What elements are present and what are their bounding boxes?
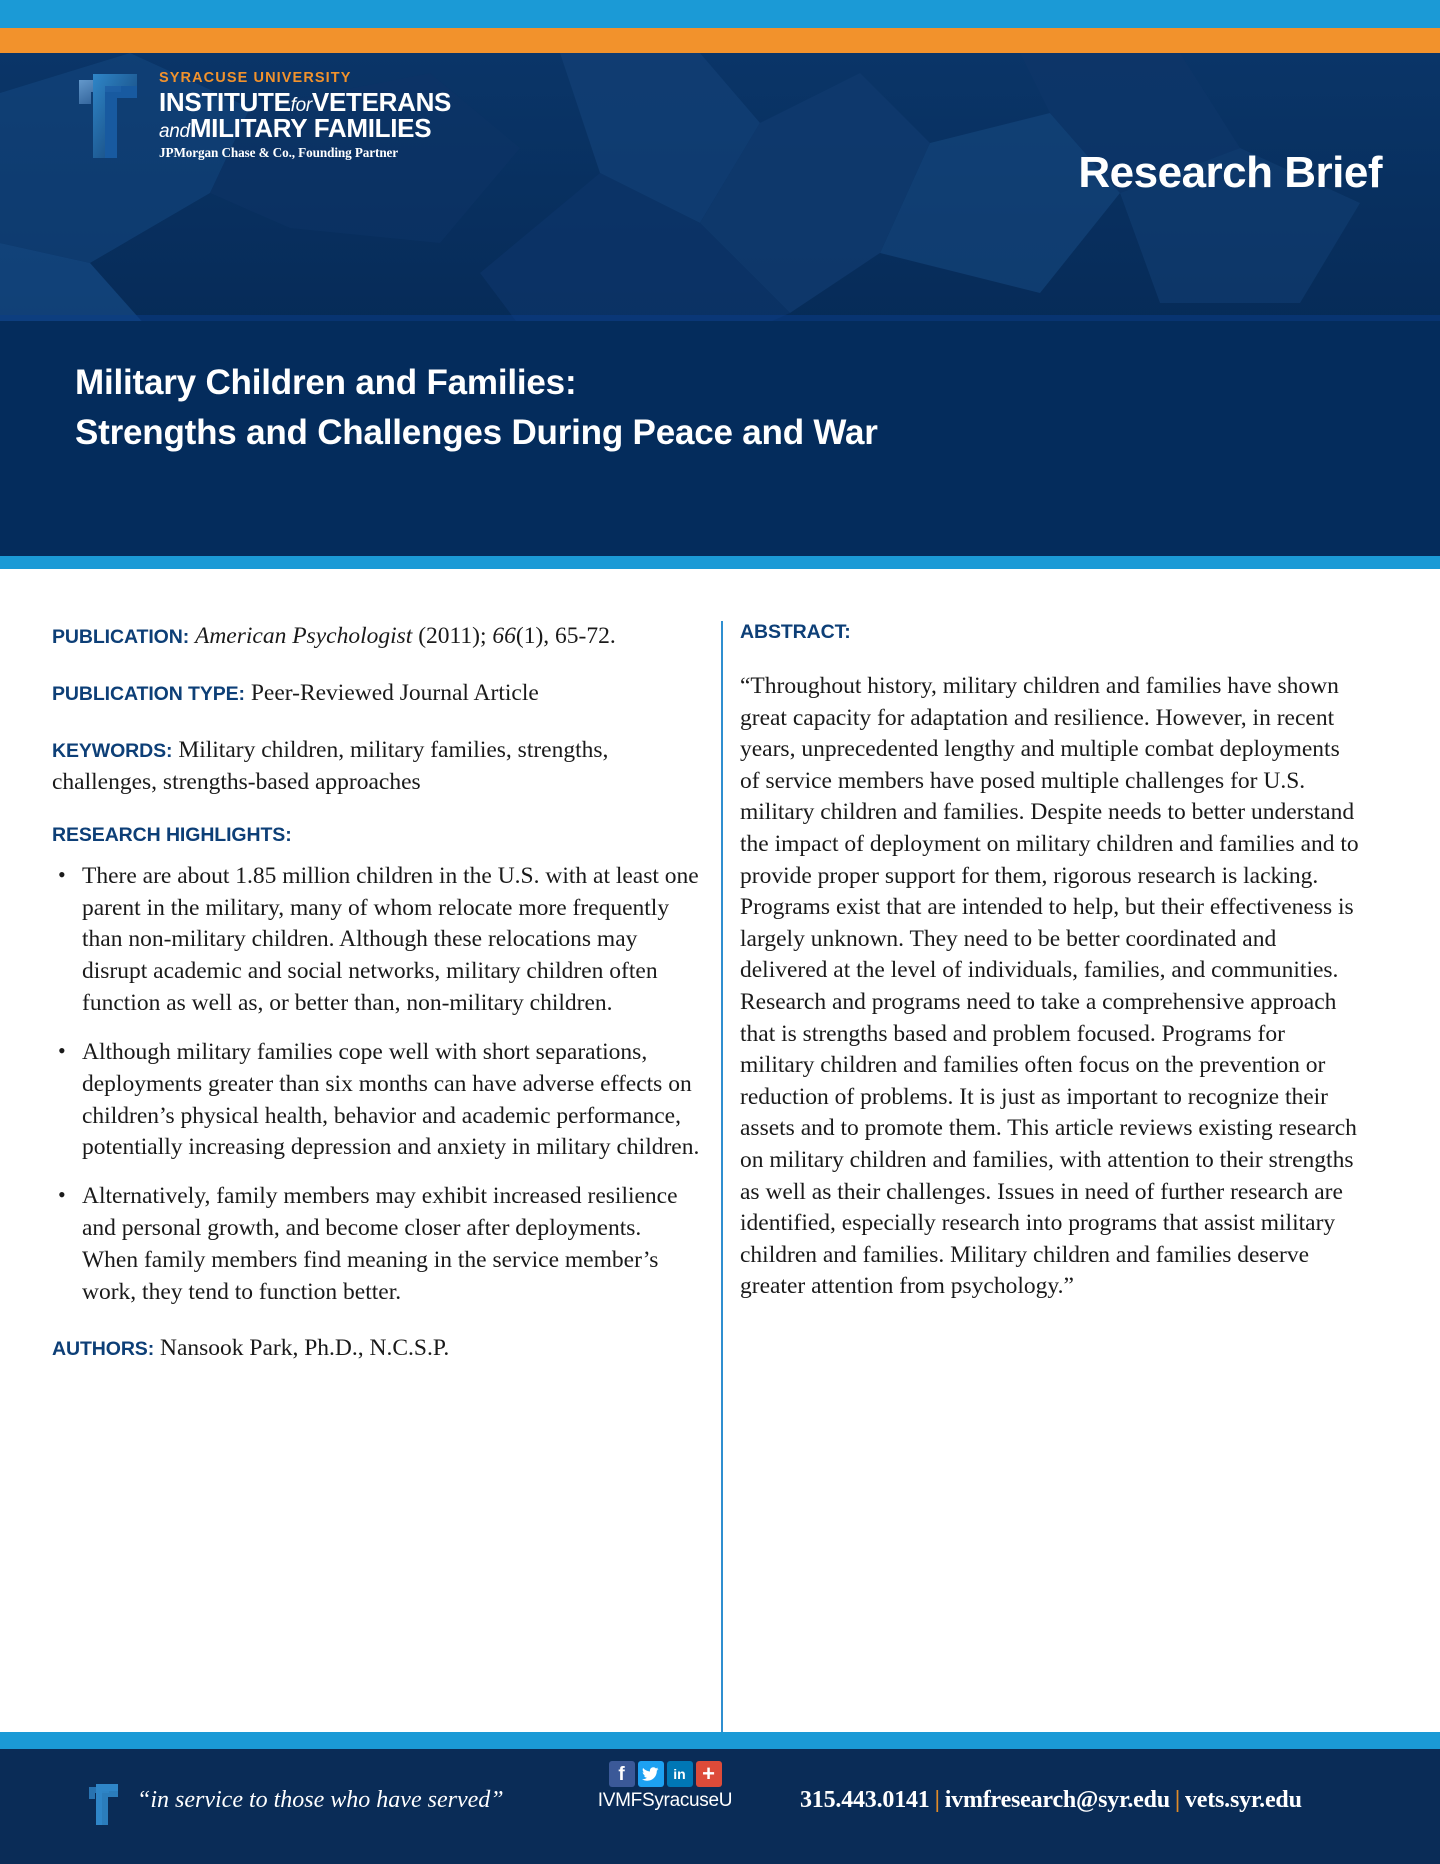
list-item: • Although military families cope well with short separations, deployments greater than six months can have adverse effects on children’s physical health, behavior and academic performance, potentially increasing depression and anxiety in military children. bbox=[52, 1037, 702, 1164]
social-handle: IVMFSyracuseU bbox=[597, 1790, 733, 1811]
footer-top-accent bbox=[0, 1732, 1440, 1749]
publication-rest: (2011); bbox=[412, 623, 493, 649]
publication-tail: (1), 65-72. bbox=[515, 623, 616, 649]
linkedin-icon[interactable]: in bbox=[667, 1761, 693, 1787]
publication-row bbox=[52, 621, 702, 653]
ivmf-logo-text bbox=[159, 68, 451, 161]
publication-label: PUBLICATION: bbox=[52, 626, 190, 648]
document-type-heading: Research Brief bbox=[1078, 148, 1382, 197]
logo-line-families: andMILITARY FAMILIES bbox=[159, 113, 432, 144]
publication-type-row bbox=[52, 678, 702, 710]
logo-line-institute: INSTITUTEforVETERANS bbox=[159, 86, 452, 117]
column-divider bbox=[721, 621, 723, 1771]
header-bottom-accent bbox=[0, 556, 1440, 569]
publication-type-value: Peer-Reviewed Journal Article bbox=[250, 679, 539, 706]
orange-accent-bar bbox=[0, 28, 1440, 53]
page-title-line-2: Strengths and Challenges During Peace and War bbox=[75, 412, 878, 452]
page-title-line-1: Military Children and Families: bbox=[75, 363, 577, 402]
ivmf-logo bbox=[75, 68, 451, 162]
authors-row bbox=[52, 1333, 702, 1365]
footer-separator-1: | bbox=[934, 1787, 940, 1813]
facebook-icon[interactable]: f bbox=[609, 1761, 635, 1787]
keywords-row bbox=[52, 735, 702, 799]
keywords-value: Military children, military families, strengths, challenges, strengths-based approaches bbox=[52, 736, 609, 795]
research-highlights-heading: RESEARCH HIGHLIGHTS: bbox=[52, 823, 292, 846]
twitter-bird-glyph bbox=[642, 1767, 659, 1781]
logo-university-line: SYRACUSE UNIVERSITY bbox=[159, 70, 352, 86]
social-media-block bbox=[590, 1761, 740, 1812]
publication-volume: 66 bbox=[492, 623, 516, 649]
publication-type-label: PUBLICATION TYPE: bbox=[52, 682, 245, 705]
footer-tagline: “in service to those who have served” bbox=[137, 1787, 504, 1813]
top-accent-bar bbox=[0, 0, 1440, 28]
twitter-icon[interactable] bbox=[638, 1761, 664, 1787]
social-icons-row bbox=[590, 1761, 740, 1787]
keywords-label: KEYWORDS: bbox=[52, 739, 173, 762]
footer-contact-info bbox=[800, 1787, 1302, 1814]
abstract-text: “Throughout history, military children and families have shown great capacity for adaptation and resilience. However, in recent years, unprecedented lengthy and multiple combat deployments of service members have posed multiple challenges for U.S. military children and families. Despite needs to better understand the impact of deployment on military children and families and to provide proper support for them, rigorous research is lacking. Programs exist that are intended to help, but their effectiveness is largely unknown. They need to be better coordinated and delivered at the level of individuals, families, and communities. Research and programs need to take a comprehensive approach that is strengths based and problem focused. Programs for military children and families often focus on the prevention or reduction of problems. It is just as important to recognize their assets and to promote them. This article reviews existing research on military children and families, with attention to their strengths as well as their challenges. Issues in need of further research are identified, especially research into programs that assist military children and families. Military children and families deserve greater attention from psychology.” bbox=[740, 673, 1359, 1300]
ivmf-footer-mark-icon bbox=[88, 1783, 122, 1827]
abstract-heading: ABSTRACT: bbox=[740, 621, 851, 643]
document-footer bbox=[0, 1749, 1440, 1864]
research-highlights-list bbox=[52, 861, 702, 1309]
authors-value: Nansook Park, Ph.D., N.C.S.P. bbox=[159, 1334, 450, 1361]
logo-partner-line: JPMorgan Chase & Co., Founding Partner bbox=[159, 144, 399, 160]
page-title bbox=[75, 358, 878, 457]
list-item: • There are about 1.85 million children in the U.S. with at least one parent in the military, many of whom relocate more frequently than non-military children. Although these relocations may disrupt academic and social networks, military children often function as well as, or better than, non-military children. bbox=[52, 861, 702, 1020]
footer-website[interactable]: vets.syr.edu bbox=[1185, 1787, 1302, 1813]
publication-journal: American Psychologist bbox=[194, 623, 413, 649]
ivmf-logo-mark-icon bbox=[75, 70, 151, 162]
authors-label: AUTHORS: bbox=[52, 1337, 155, 1360]
footer-phone[interactable]: 315.443.0141 bbox=[800, 1787, 930, 1813]
right-column bbox=[740, 621, 1365, 1303]
footer-email[interactable]: ivmfresearch@syr.edu bbox=[944, 1787, 1170, 1813]
left-column bbox=[52, 621, 702, 1365]
google-plus-icon[interactable]: + bbox=[696, 1761, 722, 1787]
list-item: • Alternatively, family members may exhibit increased resilience and personal growth, and become closer after deployments. When family members find meaning in the service member’s work, they tend to function better. bbox=[52, 1181, 702, 1308]
footer-separator-2: | bbox=[1174, 1787, 1180, 1813]
